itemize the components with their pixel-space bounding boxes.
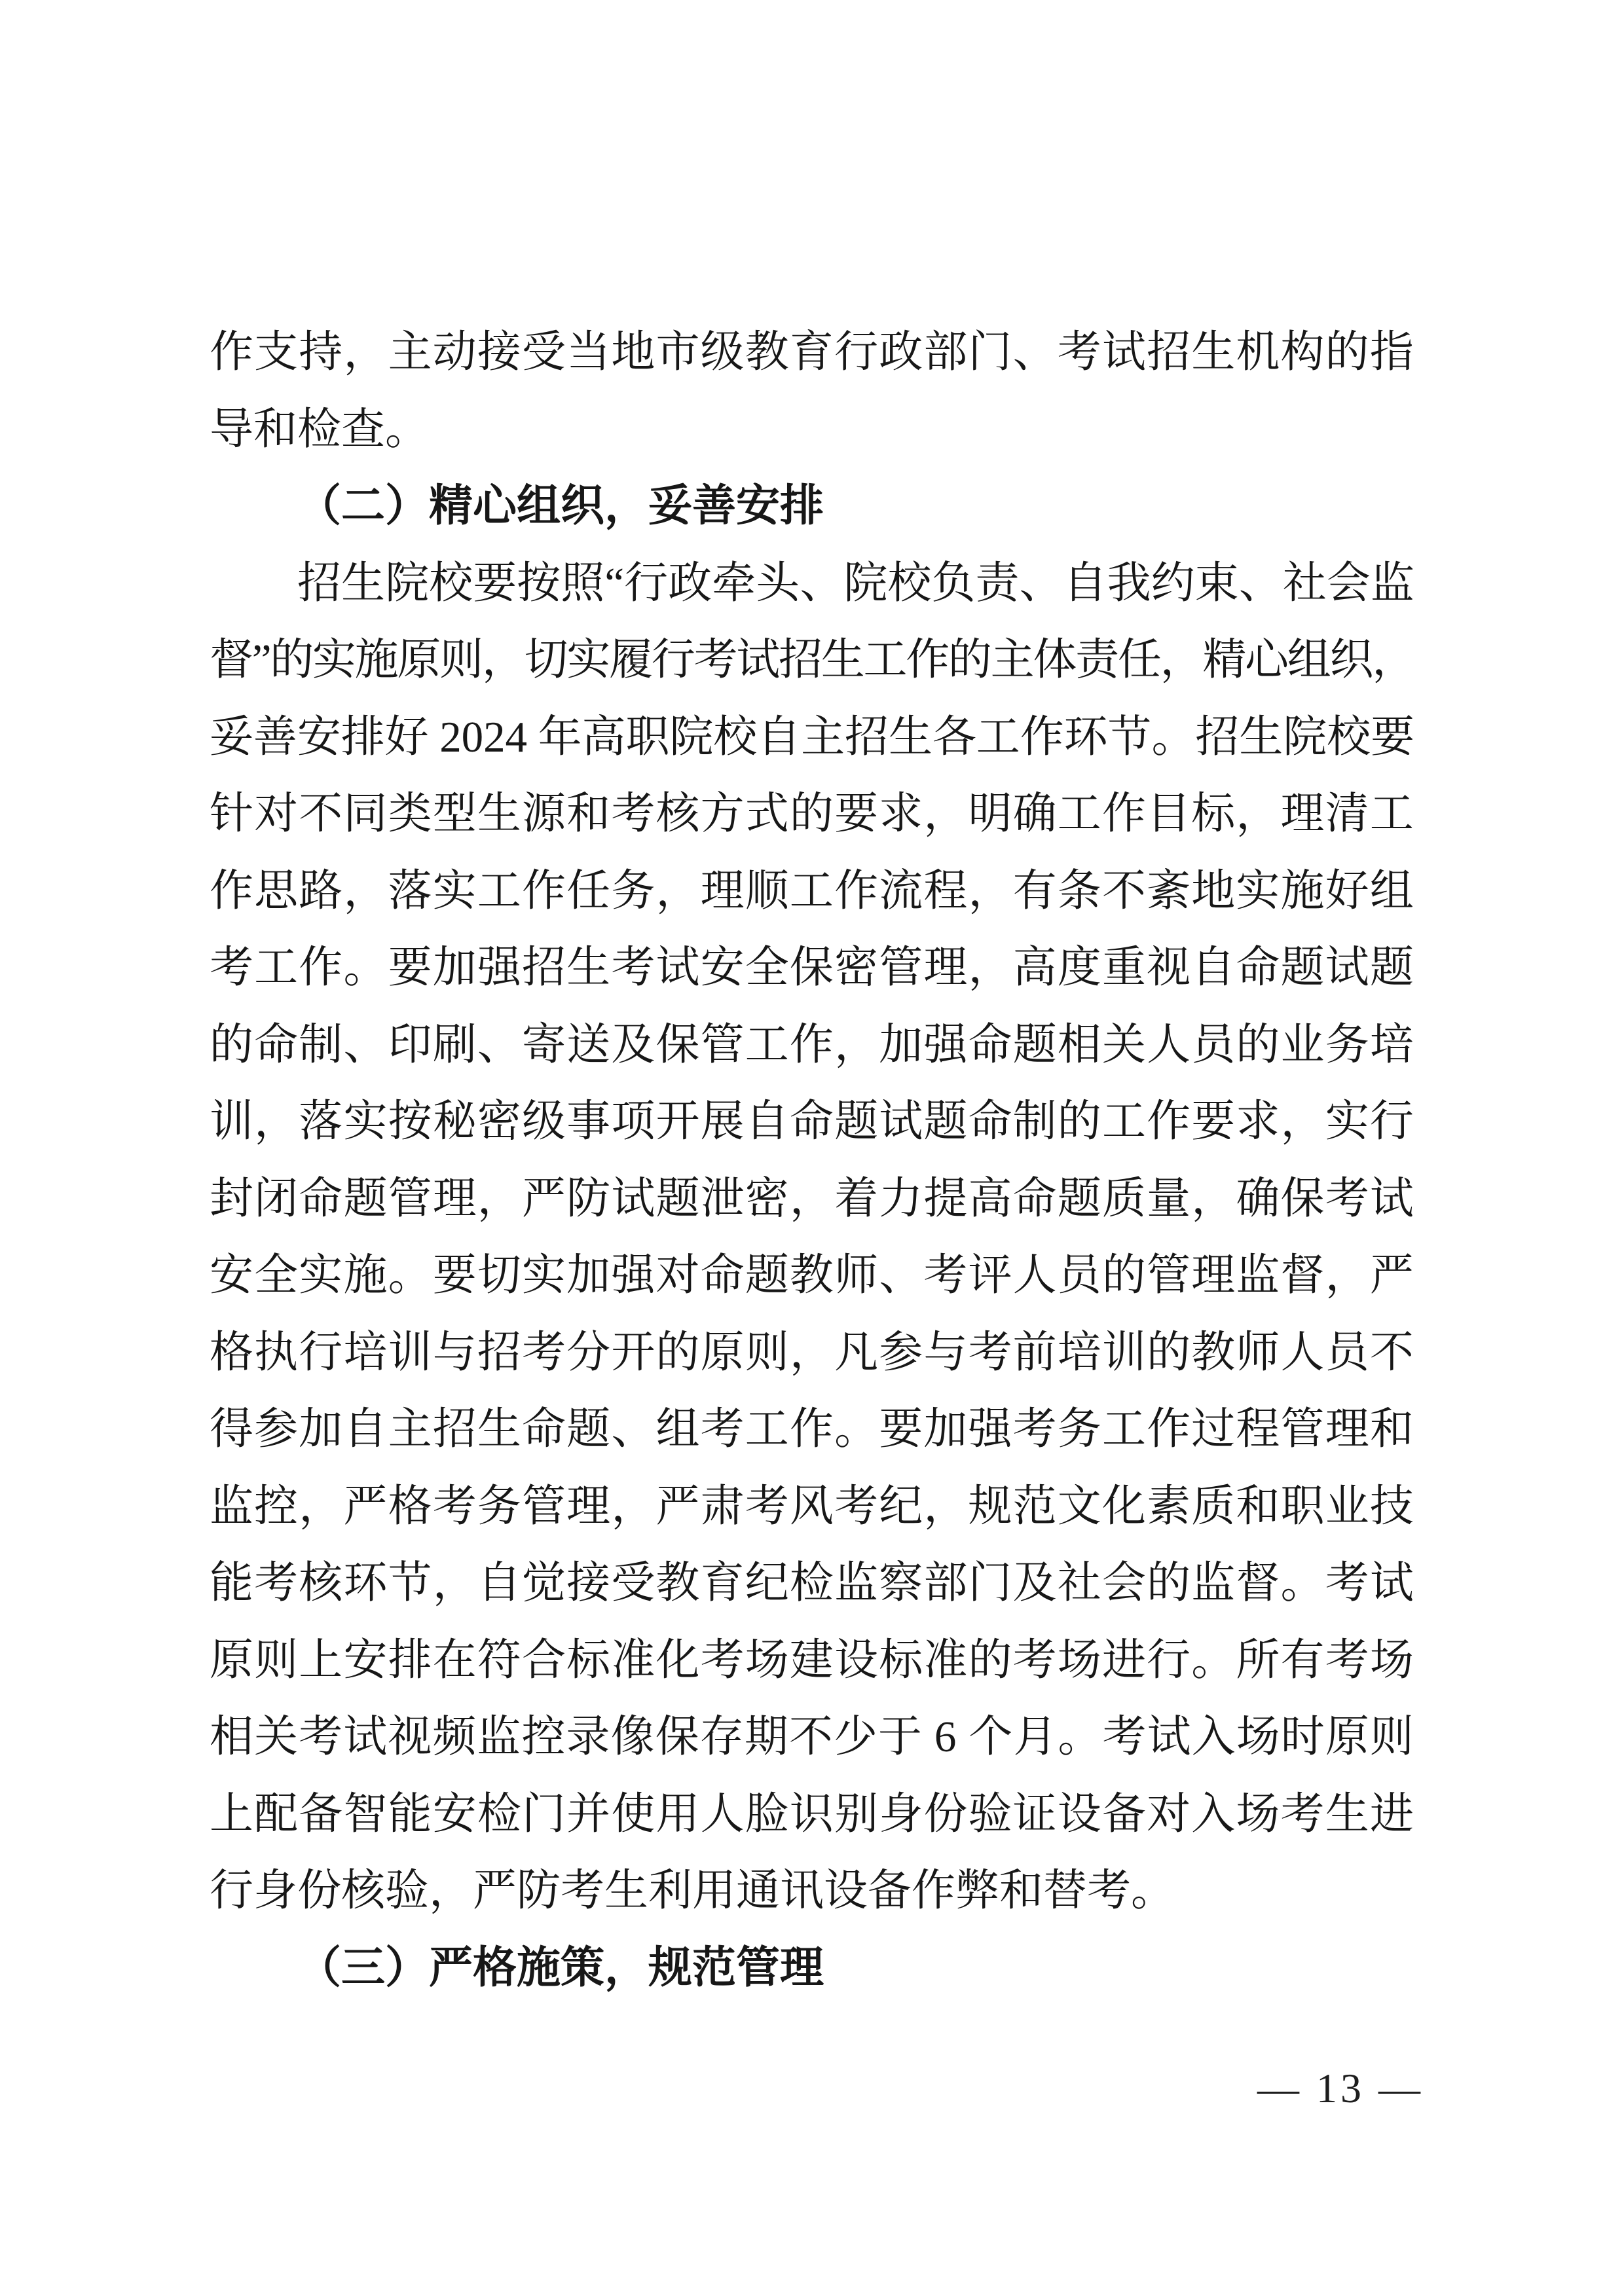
text-line: 导和检查。 [210, 405, 429, 454]
text-line: 作思路，落实工作任务，理顺工作流程，有条不紊地实施好组 [210, 866, 1414, 915]
text-line: 格执行培训与招考分开的原则，凡参与考前培训的教师人员不 [210, 1328, 1414, 1377]
document-body [210, 314, 1414, 2007]
text-line: 原则上安排在符合标准化考场建设标准的考场进行。所有考场 [210, 1635, 1414, 1685]
text-line: 督”的实施原则，切实履行考试招生工作的主体责任，精心组织， [210, 636, 1414, 684]
text-line: 考工作。要加强招生考试安全保密管理，高度重视自命题试题 [210, 943, 1414, 992]
text-line: 行身份核验，严防考生利用通讯设备作弊和替考。 [210, 1867, 1175, 1915]
text-line: 相关考试视频监控录像保存期不少于 6 个月。考试入场时原则 [210, 1713, 1414, 1761]
text-line: 的命制、印刷、寄送及保管工作，加强命题相关人员的业务培 [210, 1020, 1414, 1069]
page-number: — 13 — [1257, 2065, 1424, 2111]
text-line: 监控，严格考务管理，严肃考风考纪，规范文化素质和职业技 [210, 1482, 1414, 1531]
text-line: 封闭命题管理，严防试题泄密，着力提高命题质量，确保考试 [210, 1174, 1414, 1223]
text-line: 妥善安排好 2024 年高职院校自主招生各工作环节。招生院校要 [210, 712, 1414, 761]
text-line: 得参加自主招生命题、组考工作。要加强考务工作过程管理和 [210, 1405, 1414, 1453]
text-line: 作支持，主动接受当地市级教育行政部门、考试招生机构的指 [210, 328, 1414, 376]
text-line: 招生院校要按照“行政牵头、院校负责、自我约束、社会监 [297, 558, 1414, 608]
section-heading: （二）精心组织，妥善安排 [297, 482, 824, 530]
section-heading: （三）严格施策，规范管理 [297, 1943, 824, 1992]
text-line: 训，落实按秘密级事项开展自命题试题命制的工作要求，实行 [210, 1097, 1414, 1146]
text-line: 能考核环节，自觉接受教育纪检监察部门及社会的监督。考试 [210, 1559, 1414, 1607]
text-line: 针对不同类型生源和考核方式的要求，明确工作目标，理清工 [210, 790, 1414, 838]
text-line: 上配备智能安检门并使用人脸识别身份验证设备对入场考生进 [210, 1789, 1414, 1838]
text-line: 安全实施。要切实加强对命题教师、考评人员的管理监督，严 [210, 1251, 1414, 1300]
